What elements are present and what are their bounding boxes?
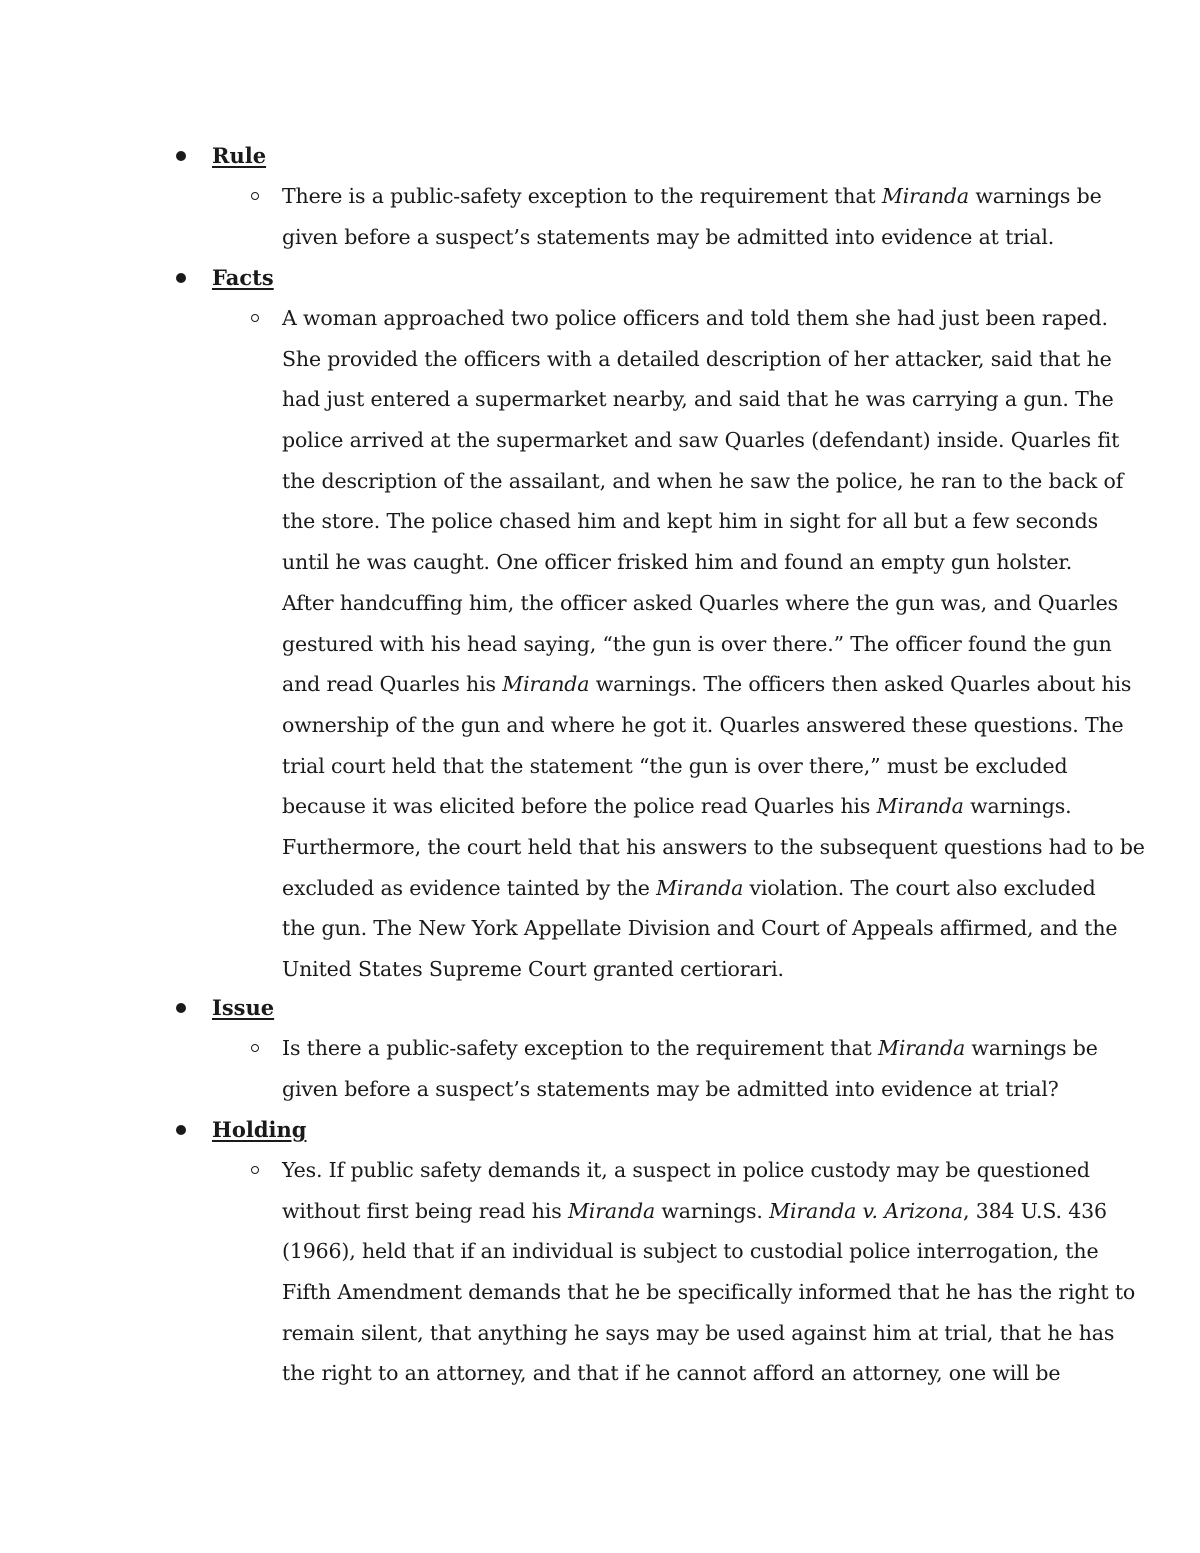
- section-rule: [0, 140, 1200, 261]
- text-line: police arrived at the supermarket and saw Quarles (defendant) inside. Quarles fit: [282, 428, 1120, 453]
- text-line: Yes. If public safety demands it, a suspect in police custody may be questioned: [282, 1158, 1090, 1182]
- text-line: After handcuffing him, the officer asked Quarles where the gun was, and Quarles: [282, 590, 1118, 615]
- issue-sub-item: [0, 1032, 1200, 1113]
- text-line: given before a suspect’s statements may be admitted into evidence at trial?: [282, 1076, 1059, 1101]
- heading-holding: Holding: [212, 1117, 307, 1142]
- heading-issue: Issue: [212, 995, 275, 1020]
- sub-bullet-icon: [251, 314, 259, 322]
- facts-bullet: [0, 262, 1200, 302]
- text-line: Is there a public-safety exception to the requirement that Miranda warnings be: [282, 1036, 1098, 1060]
- section-facts: [0, 262, 1200, 994]
- text-line: the gun. The New York Appellate Division and Court of Appeals affirmed, and the: [282, 916, 1118, 941]
- sub-bullet-icon: [251, 1044, 259, 1052]
- rule-sub-item: [0, 180, 1200, 261]
- text-line: Furthermore, the court held that his answers to the subsequent questions had to be: [282, 834, 1145, 859]
- section-holding: [0, 1114, 1200, 1398]
- text-line: There is a public-safety exception to the requirement that Miranda warnings be: [282, 184, 1102, 208]
- bullet-icon: [176, 1003, 186, 1013]
- bullet-icon: [176, 273, 186, 283]
- issue-bullet: [0, 992, 1200, 1032]
- bullet-icon: [176, 1125, 186, 1135]
- holding-text: [282, 1154, 1136, 1398]
- heading-rule: Rule: [212, 143, 267, 168]
- sub-bullet-icon: [251, 1166, 259, 1174]
- bullet-icon: [176, 151, 186, 161]
- text-line: ownership of the gun and where he got it. Quarles answered these questions. The: [282, 712, 1124, 737]
- text-line: until he was caught. One officer frisked him and found an empty gun holster.: [282, 550, 1073, 575]
- text-line: A woman approached two police officers and told them she had just been raped.: [282, 306, 1108, 330]
- heading-facts: Facts: [212, 265, 274, 290]
- text-line: the right to an attorney, and that if he cannot afford an attorney, one will be: [282, 1361, 1061, 1386]
- section-issue: [0, 992, 1200, 1113]
- facts-text: [282, 302, 1145, 994]
- text-line: given before a suspect’s statements may be admitted into evidence at trial.: [282, 224, 1055, 249]
- text-line: trial court held that the statement “the gun is over there,” must be excluded: [282, 753, 1068, 778]
- text-line: gestured with his head saying, “the gun is over there.” The officer found the gun: [282, 631, 1112, 656]
- sub-bullet-icon: [251, 192, 259, 200]
- rule-bullet: [0, 140, 1200, 180]
- text-line: and read Quarles his Miranda warnings. The officers then asked Quarles about his: [282, 672, 1132, 697]
- text-line: United States Supreme Court granted certiorari.: [282, 957, 784, 981]
- text-line: had just entered a supermarket nearby, and said that he was carrying a gun. The: [282, 387, 1114, 412]
- text-line: without first being read his Miranda warnings. Miranda v. Arizona, 384 U.S. 436: [282, 1198, 1107, 1223]
- holding-bullet: [0, 1114, 1200, 1154]
- text-line: She provided the officers with a detailed description of her attacker, said that he: [282, 346, 1112, 371]
- issue-text: [282, 1032, 1098, 1113]
- text-line: the store. The police chased him and kept him in sight for all but a few seconds: [282, 509, 1098, 534]
- holding-sub-item: [0, 1154, 1200, 1398]
- text-line: Fifth Amendment demands that he be specifically informed that he has the right to: [282, 1280, 1136, 1305]
- text-line: the description of the assailant, and when he saw the police, he ran to the back of: [282, 468, 1124, 493]
- facts-sub-item: [0, 302, 1200, 994]
- text-line: because it was elicited before the police read Quarles his Miranda warnings.: [282, 794, 1072, 819]
- text-line: (1966), held that if an individual is subject to custodial police interrogation, the: [282, 1239, 1099, 1264]
- rule-text: [282, 180, 1102, 261]
- text-line: remain silent, that anything he says may be used against him at trial, that he has: [282, 1320, 1115, 1345]
- text-line: excluded as evidence tainted by the Miranda violation. The court also excluded: [282, 875, 1096, 900]
